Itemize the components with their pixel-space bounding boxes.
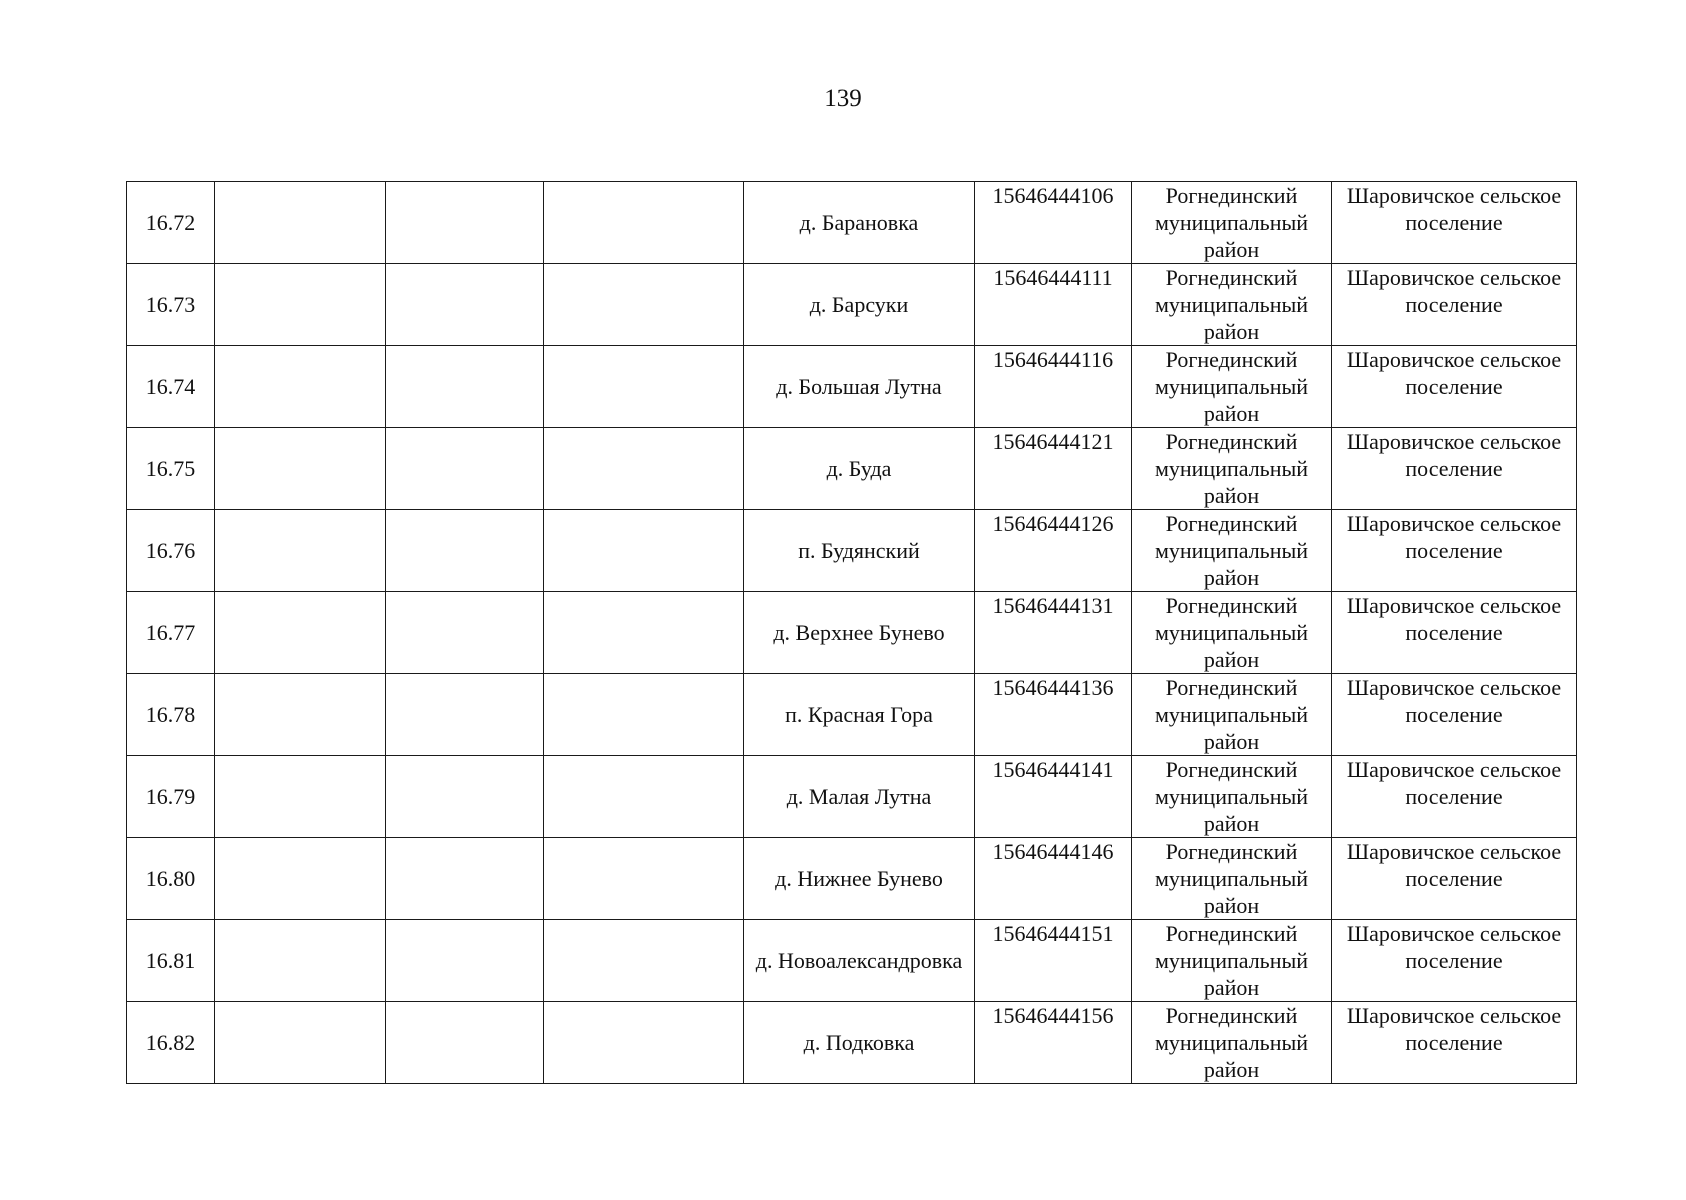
table-row (127, 920, 1577, 1002)
row-number: 16.78 (127, 674, 215, 756)
oktmo-code: 15646444141 (975, 756, 1132, 838)
settlement-name: д. Нижнее Бунево (744, 838, 975, 920)
empty-cell (386, 182, 544, 264)
row-number: 16.73 (127, 264, 215, 346)
empty-cell (215, 182, 386, 264)
empty-cell (386, 674, 544, 756)
empty-cell (215, 756, 386, 838)
oktmo-code: 15646444146 (975, 838, 1132, 920)
oktmo-code: 15646444131 (975, 592, 1132, 674)
settlement-name: д. Новоалександровка (744, 920, 975, 1002)
row-number: 16.81 (127, 920, 215, 1002)
settlement-name: д. Барановка (744, 182, 975, 264)
rural-settlement: Шаровичское сельское поселение (1332, 756, 1577, 838)
rural-settlement: Шаровичское сельское поселение (1332, 510, 1577, 592)
rural-settlement: Шаровичское сельское поселение (1332, 182, 1577, 264)
municipal-district: Рогнединский муниципальный район (1132, 510, 1332, 592)
empty-cell (544, 838, 744, 920)
empty-cell (215, 264, 386, 346)
oktmo-code: 15646444126 (975, 510, 1132, 592)
rural-settlement: Шаровичское сельское поселение (1332, 1002, 1577, 1084)
settlement-name: п. Будянский (744, 510, 975, 592)
oktmo-code: 15646444136 (975, 674, 1132, 756)
municipal-district: Рогнединский муниципальный район (1132, 264, 1332, 346)
oktmo-code: 15646444151 (975, 920, 1132, 1002)
rural-settlement: Шаровичское сельское поселение (1332, 674, 1577, 756)
oktmo-code: 15646444156 (975, 1002, 1132, 1084)
empty-cell (215, 510, 386, 592)
table-row (127, 838, 1577, 920)
empty-cell (544, 674, 744, 756)
empty-cell (544, 182, 744, 264)
empty-cell (215, 428, 386, 510)
empty-cell (215, 1002, 386, 1084)
row-number: 16.79 (127, 756, 215, 838)
row-number: 16.76 (127, 510, 215, 592)
table-row (127, 428, 1577, 510)
empty-cell (544, 428, 744, 510)
empty-cell (544, 264, 744, 346)
empty-cell (386, 1002, 544, 1084)
rural-settlement: Шаровичское сельское поселение (1332, 428, 1577, 510)
empty-cell (544, 756, 744, 838)
table-row (127, 264, 1577, 346)
row-number: 16.72 (127, 182, 215, 264)
table-row (127, 592, 1577, 674)
settlement-name: д. Буда (744, 428, 975, 510)
table-row (127, 510, 1577, 592)
table-body (127, 182, 1577, 1084)
empty-cell (544, 346, 744, 428)
empty-cell (215, 592, 386, 674)
empty-cell (386, 920, 544, 1002)
empty-cell (215, 838, 386, 920)
empty-cell (386, 346, 544, 428)
table-row (127, 756, 1577, 838)
table-row (127, 346, 1577, 428)
municipal-district: Рогнединский муниципальный район (1132, 428, 1332, 510)
rural-settlement: Шаровичское сельское поселение (1332, 838, 1577, 920)
empty-cell (544, 592, 744, 674)
empty-cell (215, 920, 386, 1002)
page-number: 139 (824, 85, 862, 112)
empty-cell (544, 1002, 744, 1084)
municipal-district: Рогнединский муниципальный район (1132, 674, 1332, 756)
empty-cell (386, 592, 544, 674)
empty-cell (215, 346, 386, 428)
oktmo-code: 15646444121 (975, 428, 1132, 510)
settlements-table (126, 181, 1577, 1084)
oktmo-code: 15646444106 (975, 182, 1132, 264)
row-number: 16.77 (127, 592, 215, 674)
municipal-district: Рогнединский муниципальный район (1132, 920, 1332, 1002)
empty-cell (386, 838, 544, 920)
settlement-name: д. Подковка (744, 1002, 975, 1084)
row-number: 16.80 (127, 838, 215, 920)
municipal-district: Рогнединский муниципальный район (1132, 182, 1332, 264)
empty-cell (386, 428, 544, 510)
empty-cell (544, 920, 744, 1002)
settlement-name: д. Барсуки (744, 264, 975, 346)
settlement-name: п. Красная Гора (744, 674, 975, 756)
settlement-name: д. Большая Лутна (744, 346, 975, 428)
empty-cell (215, 674, 386, 756)
municipal-district: Рогнединский муниципальный район (1132, 838, 1332, 920)
settlement-name: д. Малая Лутна (744, 756, 975, 838)
row-number: 16.82 (127, 1002, 215, 1084)
empty-cell (386, 264, 544, 346)
oktmo-code: 15646444116 (975, 346, 1132, 428)
table-row (127, 674, 1577, 756)
municipal-district: Рогнединский муниципальный район (1132, 592, 1332, 674)
municipal-district: Рогнединский муниципальный район (1132, 756, 1332, 838)
rural-settlement: Шаровичское сельское поселение (1332, 592, 1577, 674)
row-number: 16.75 (127, 428, 215, 510)
rural-settlement: Шаровичское сельское поселение (1332, 920, 1577, 1002)
row-number: 16.74 (127, 346, 215, 428)
settlement-name: д. Верхнее Бунево (744, 592, 975, 674)
rural-settlement: Шаровичское сельское поселение (1332, 346, 1577, 428)
oktmo-code: 15646444111 (975, 264, 1132, 346)
empty-cell (386, 510, 544, 592)
municipal-district: Рогнединский муниципальный район (1132, 346, 1332, 428)
empty-cell (386, 756, 544, 838)
table-row (127, 1002, 1577, 1084)
table-row (127, 182, 1577, 264)
empty-cell (544, 510, 744, 592)
municipal-district: Рогнединский муниципальный район (1132, 1002, 1332, 1084)
rural-settlement: Шаровичское сельское поселение (1332, 264, 1577, 346)
